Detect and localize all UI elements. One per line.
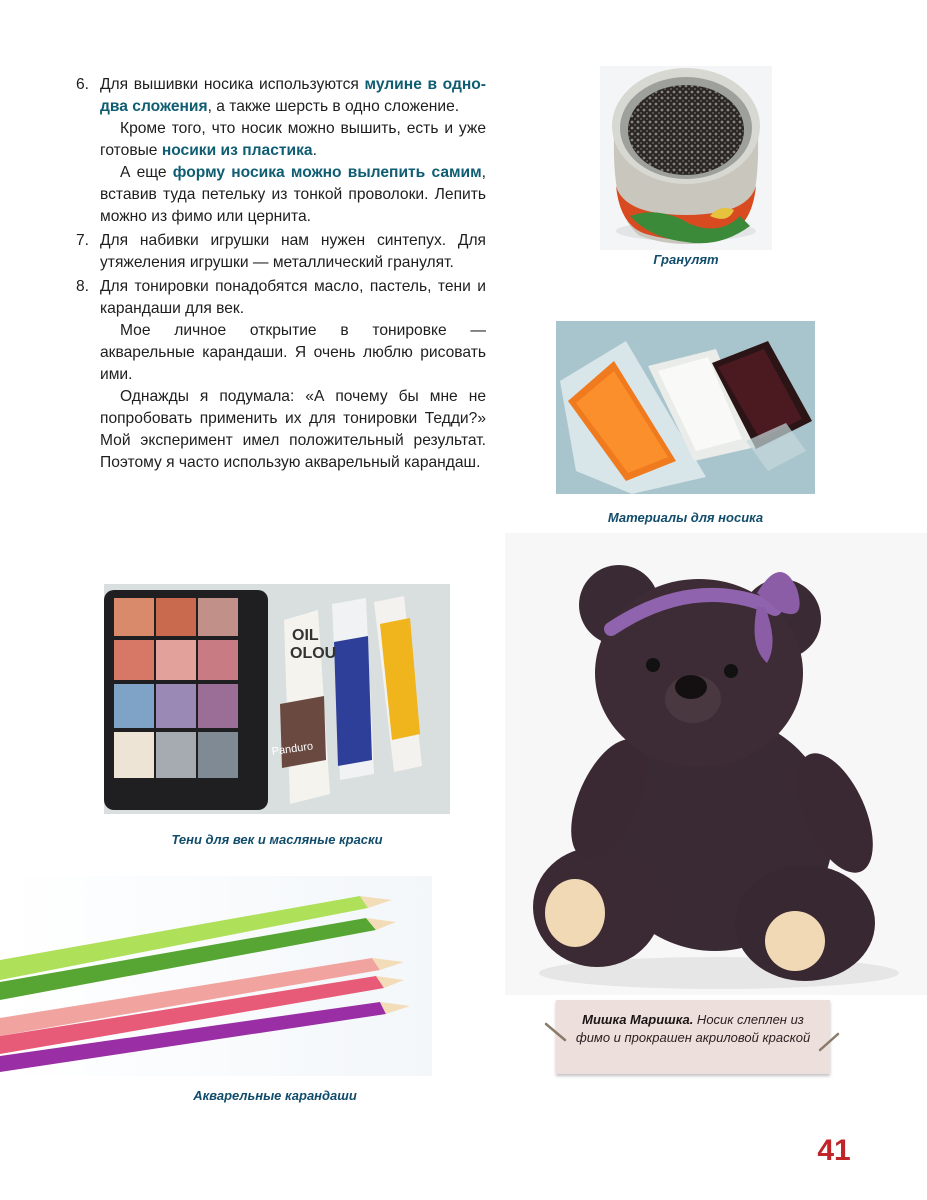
caption-paints: Тени для век и масляные краски: [171, 832, 383, 847]
nose-materials-photo: [556, 321, 815, 494]
pencils-photo: [0, 876, 432, 1076]
brand-label: Panduro: [270, 740, 314, 759]
highlight: форму носика можно вылепить самим: [172, 164, 482, 181]
list-item-6: [76, 74, 486, 228]
page-number: 41: [817, 1134, 851, 1167]
caption-nose-materials: Материалы для носика: [607, 510, 764, 525]
caption-granulate: Гранулят: [653, 252, 719, 267]
tube-label: OIL: [292, 627, 319, 644]
paragraph: Для тонировки понадобятся масло, пастель, тени и карандаши для век.: [100, 278, 486, 317]
granulate-photo: [600, 66, 772, 250]
pin-icon: [543, 1020, 569, 1044]
body-text: [76, 74, 486, 474]
paragraph: А еще форму носика можно вылепить самим, вставив туда петельку из тонкой проволоки. Лепить можно из фимо или цернита.: [100, 164, 486, 225]
paragraph: Мое личное открытие в тонировке — акварельные карандаши. Я очень люблю рисовать ими.: [100, 322, 486, 383]
caption-pencils: Акварельные карандаши: [193, 1088, 357, 1103]
paragraph: Кроме того, что носик можно вышить, есть и уже готовые носики из пластика.: [100, 120, 486, 159]
paragraph: Для набивки игрушки нам нужен синтепух. Для утяжеления игрушки — металлический гранулят.: [100, 232, 486, 271]
item-number: 6.: [76, 76, 90, 93]
paragraph: Для вышивки носика используются мулине в одно-два сложения, а также шерсть в одно сложение.: [100, 76, 486, 115]
list-item-8: [76, 276, 486, 474]
pin-icon: [816, 1030, 842, 1054]
paragraph: Однажды я подумала: «А почему бы мне не попробовать применить их для тонировки Тедди?» Мой эксперимент имел положительный результат. Поэтому я часто использую акварельный карандаш.: [100, 388, 486, 471]
paints-photo: [104, 584, 450, 814]
highlight: носики из пластика: [161, 142, 313, 159]
teddy-bear-photo: [505, 533, 927, 995]
item-number: 8.: [76, 278, 90, 295]
highlight: мулине в одно-два сложения: [100, 76, 486, 115]
bear-caption-box: [556, 1000, 830, 1074]
tube-label: OLOU: [290, 645, 337, 662]
bear-name: Мишка Маришка.: [582, 1012, 694, 1027]
list-item-7: [76, 230, 486, 274]
bear-caption: Мишка Маришка. Носик слеплен из фимо и прокрашен акриловой краской: [575, 1012, 811, 1045]
item-number: 7.: [76, 232, 90, 249]
